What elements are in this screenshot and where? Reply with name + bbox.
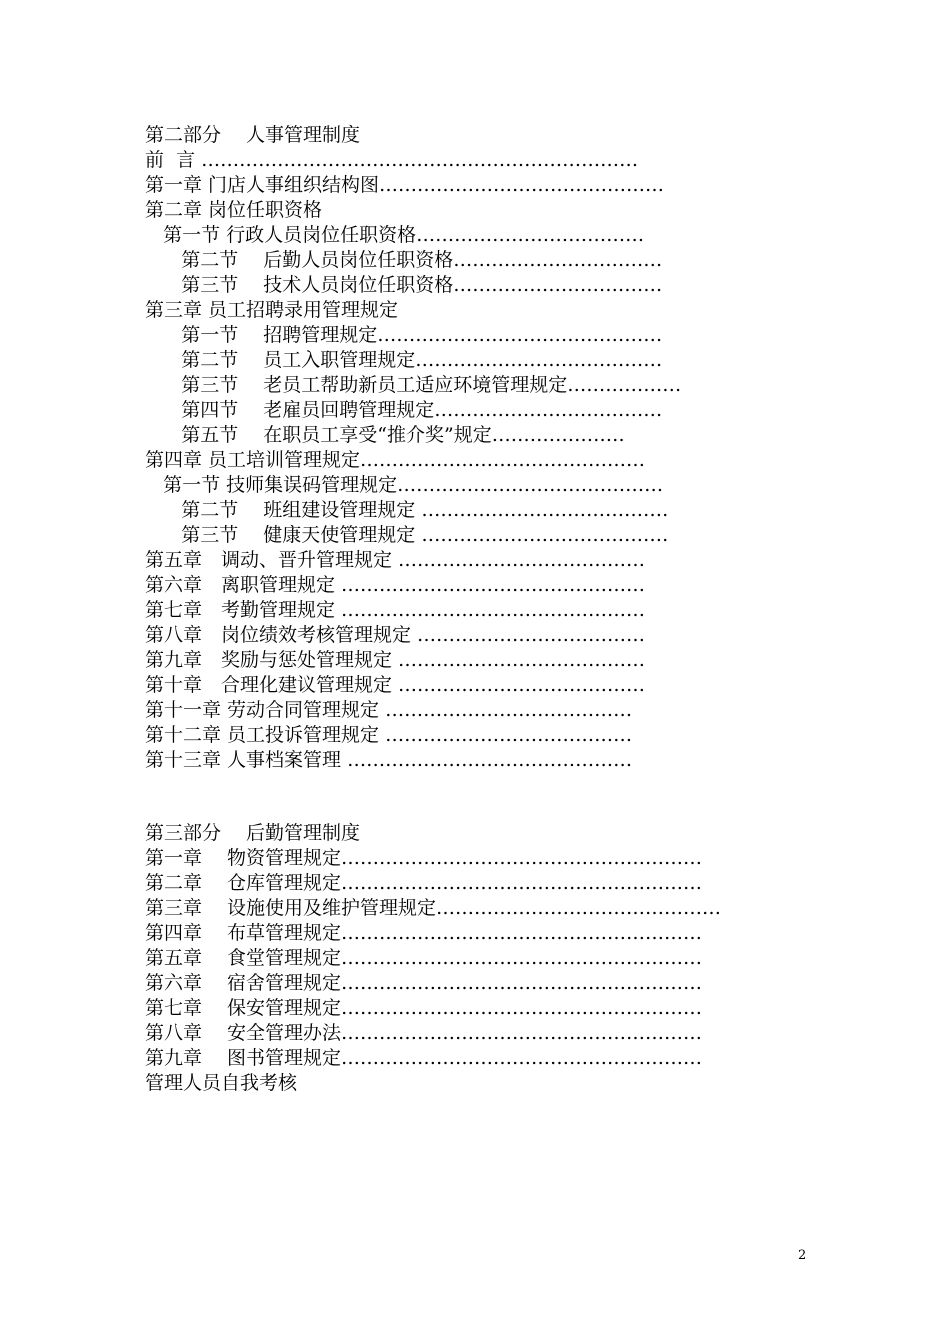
page-number: 2 [798,1248,807,1263]
toc-line: 第四章 员工培训管理规定……………………………………… [145,449,646,471]
toc-line: 第五章 调动、晋升管理规定 ………………………………… [145,549,646,571]
toc-line: 第一节 技师集误码管理规定…………………………………… [145,474,664,496]
toc-line: 第三章 员工招聘录用管理规定 [145,299,399,321]
toc-line: 第七章 保安管理规定………………………………………………… [145,997,703,1019]
toc-line: 管理人员自我考核 [145,1072,298,1094]
toc-line: 第五章 食堂管理规定………………………………………………… [145,947,703,969]
toc-line: 第二节 员工入职管理规定………………………………… [145,349,663,371]
toc-line: 第三节 老员工帮助新员工适应环境管理规定……………… [145,374,682,396]
toc-line: 第二节 后勤人员岗位任职资格…………………………… [145,249,663,271]
toc-line: 第三章 设施使用及维护管理规定……………………………………… [145,897,722,919]
toc-line: 第二章 岗位任职资格 [145,199,323,221]
toc-line: 第三节 技术人员岗位任职资格…………………………… [145,274,663,296]
toc-line: 第四节 老雇员回聘管理规定……………………………… [145,399,663,421]
toc-line: 第十一章 劳动合同管理规定 ………………………………… [145,699,633,721]
toc-part-3 [145,821,721,1096]
toc-line: 第十三章 人事档案管理 ……………………………………… [145,749,633,771]
toc-line: 第一章 物资管理规定………………………………………………… [145,847,703,869]
toc-line: 第二节 班组建设管理规定 ………………………………… [145,499,669,521]
toc-line: 第八章 岗位绩效考核管理规定 ……………………………… [145,624,646,646]
toc-line: 第八章 安全管理办法………………………………………………… [145,1022,703,1044]
toc-line: 第十二章 员工投诉管理规定 ………………………………… [145,724,633,746]
toc-line: 第一节 招聘管理规定……………………………………… [145,324,663,346]
toc-heading-part-3: 第三部分 后勤管理制度 [145,822,361,844]
toc-line: 第五节 在职员工享受“推介奖”规定………………… [145,424,625,446]
toc-line: 第四章 布草管理规定………………………………………………… [145,922,703,944]
toc-line: 前 言 …………………………………………………………… [145,149,639,171]
toc-line: 第一节 行政人员岗位任职资格……………………………… [145,224,645,246]
toc-line: 第一章 门店人事组织结构图……………………………………… [145,174,665,196]
toc-line: 第六章 宿舍管理规定………………………………………………… [145,972,703,994]
toc-heading-part-2: 第二部分 人事管理制度 [145,124,361,146]
toc-part-2 [145,123,681,773]
toc-line: 第二章 仓库管理规定………………………………………………… [145,872,703,894]
toc-line: 第九章 奖励与惩处管理规定 ………………………………… [145,649,646,671]
toc-line: 第十章 合理化建议管理规定 ………………………………… [145,674,646,696]
toc-line: 第三节 健康天使管理规定 ………………………………… [145,524,669,546]
toc-line: 第七章 考勤管理规定 ………………………………………… [145,599,646,621]
toc-line: 第六章 离职管理规定 ………………………………………… [145,574,646,596]
toc-line: 第九章 图书管理规定………………………………………………… [145,1047,703,1069]
